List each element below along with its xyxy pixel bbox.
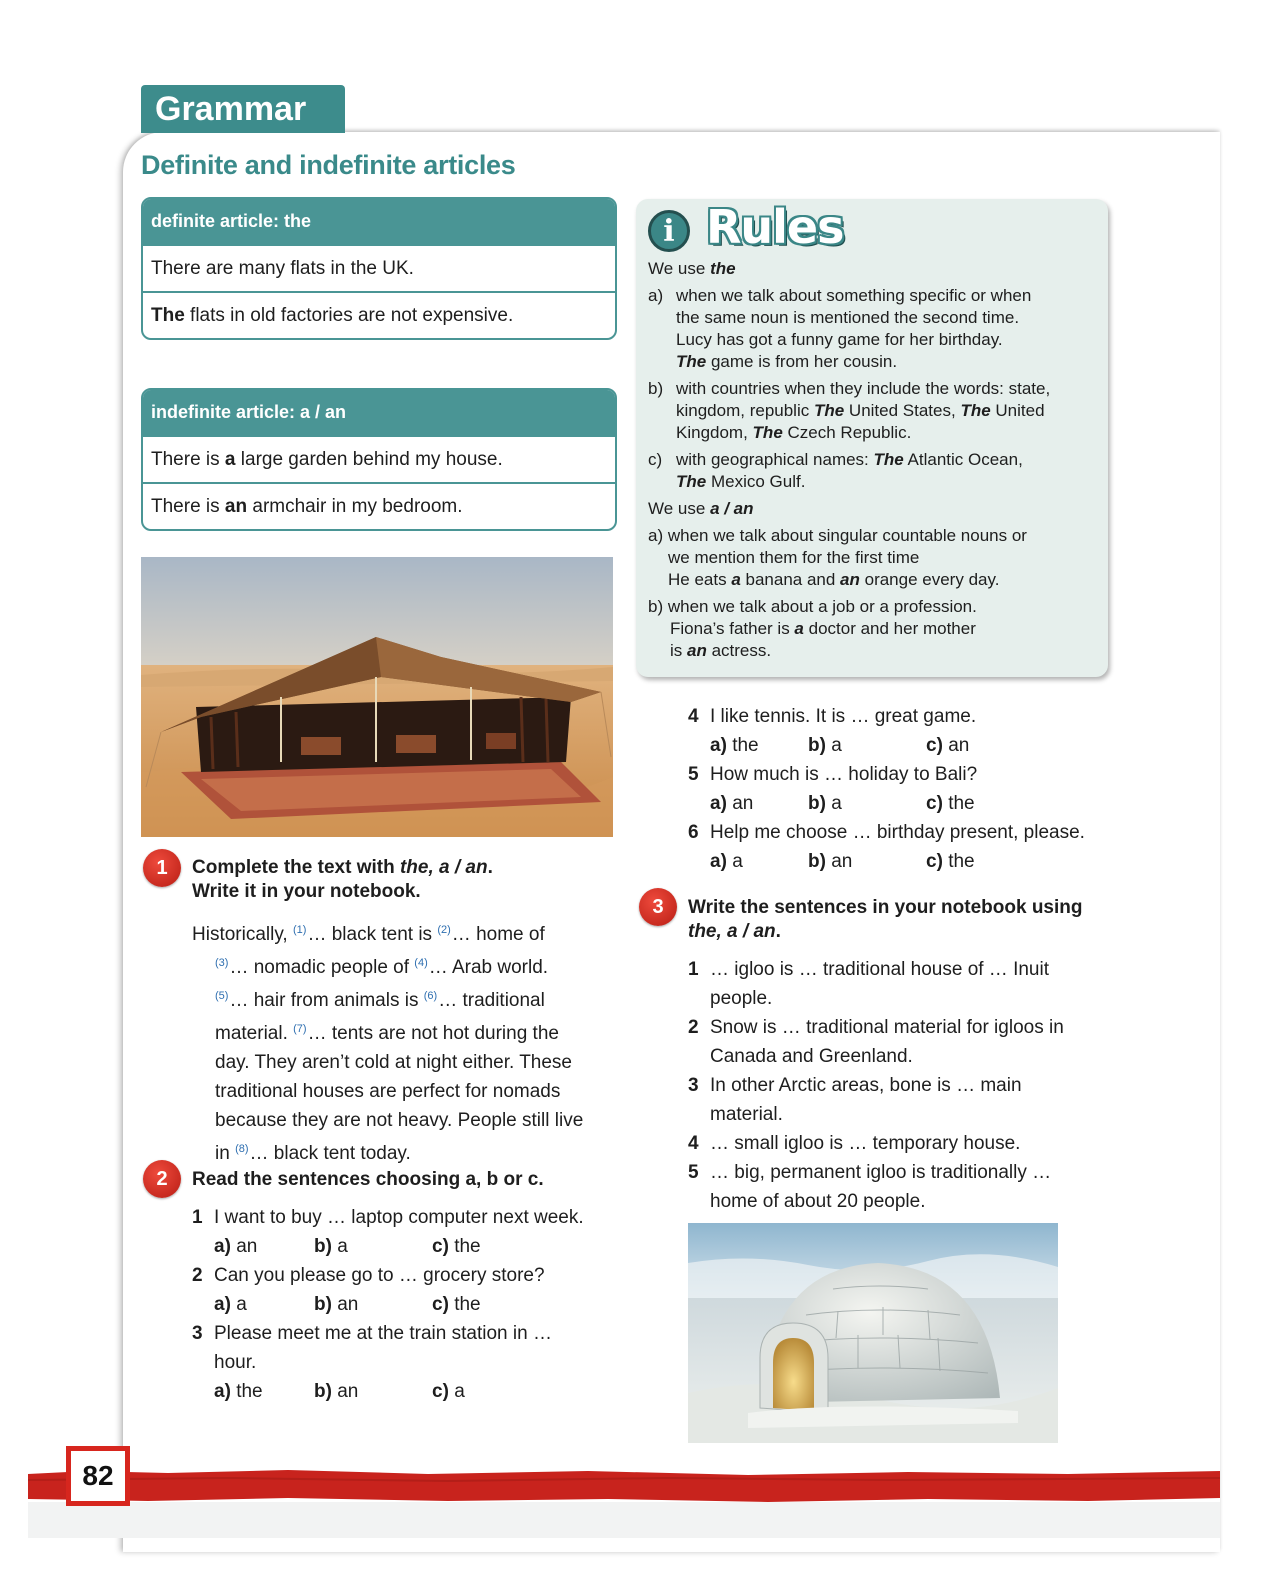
igloo-photo xyxy=(688,1223,1058,1443)
exercise-1-instruction xyxy=(192,856,493,904)
rule-line: we mention them for the first time xyxy=(668,548,920,567)
row-bold: an xyxy=(224,496,248,517)
indefinite-table-row xyxy=(143,482,615,529)
exercise-item: 3 In other Arctic areas, bone is … main xyxy=(688,1075,1022,1096)
rule-line: the same noun is mentioned the second time. xyxy=(676,308,1020,327)
exercise-item-continuation: material. xyxy=(710,1104,783,1125)
text-line: $^{(5)}$… hair from animals is $^{(6)}$… traditional xyxy=(215,990,545,1011)
rules-content xyxy=(648,258,1103,662)
row-text: There is xyxy=(151,496,225,517)
question: 4 I like tennis. It is … great game. xyxy=(688,706,977,727)
gap-number: (4) xyxy=(414,957,428,969)
question: 6 Help me choose … birthday present, please. xyxy=(688,822,1085,843)
definite-table-row xyxy=(143,244,615,291)
exercise-item-continuation: Canada and Greenland. xyxy=(710,1046,913,1067)
exercise-3-items xyxy=(688,955,1064,1216)
instruction-text: . xyxy=(487,857,493,878)
exercise-3-number: 3 xyxy=(639,888,677,926)
instruction-text: Write it in your notebook. xyxy=(192,881,421,902)
answer-options: a) an b) a c) the xyxy=(214,1236,481,1257)
answer-options: a) the b) an c) a xyxy=(214,1381,465,1402)
question: 2 Can you please go to … grocery store? xyxy=(192,1265,545,1286)
answer-options: a) a b) an c) the xyxy=(710,851,975,872)
answer-options: a) the b) a c) an xyxy=(710,735,970,756)
rule-line: The Mexico Gulf. xyxy=(676,472,806,491)
rule-line: a) when we talk about something specific or when xyxy=(648,286,1032,305)
rules-title: Rules xyxy=(706,200,844,254)
exercise-item: 1 … igloo is … traditional house of … Inuit xyxy=(688,959,1050,980)
exercise-2-instruction: Read the sentences choosing a, b or c. xyxy=(192,1169,544,1190)
question-continuation: hour. xyxy=(214,1352,257,1373)
exercise-item-continuation: home of about 20 people. xyxy=(710,1191,926,1212)
text-line: $^{(3)}$… nomadic people of $^{(4)}$… Arab world. xyxy=(215,957,549,978)
section-title: Definite and indefinite articles xyxy=(141,150,516,180)
rule-heading: We use the xyxy=(648,259,736,278)
answer-options: a) a b) an c) the xyxy=(214,1294,481,1315)
row-bold: The xyxy=(151,305,185,326)
exercise-2-number: 2 xyxy=(143,1160,181,1198)
gap-number: (2) xyxy=(437,924,451,936)
row-text: large garden behind my house. xyxy=(235,449,503,470)
exercise-item-continuation: people. xyxy=(710,988,773,1009)
rule-line: kingdom, republic The United States, The United xyxy=(676,401,1045,420)
rule-line: b) when we talk about a job or a profession. xyxy=(648,597,977,616)
exercise-2-questions-right xyxy=(688,702,1085,876)
gap-number: (5) xyxy=(215,990,229,1002)
rule-example: Lucy has got a funny game for her birthday. xyxy=(676,330,1003,349)
question: 3 Please meet me at the train station in … xyxy=(192,1323,552,1344)
footer-red-band xyxy=(28,1468,1220,1502)
exercise-1-text xyxy=(192,916,617,1168)
definite-article-table xyxy=(141,197,617,340)
rule-line: b) with countries when they include the words: state, xyxy=(648,379,1051,398)
indefinite-article-table xyxy=(141,388,617,531)
instruction-emphasis: the, a / an xyxy=(399,857,488,878)
gap-number: (7) xyxy=(293,1023,307,1035)
exercise-1-number: 1 xyxy=(143,849,181,887)
exercise-item: 4 … small igloo is … temporary house. xyxy=(688,1133,1021,1154)
exercise-2-questions-left xyxy=(192,1203,584,1406)
text-line: Historically, $^{(1)}$… black tent is $^{(2)}$… home of xyxy=(192,924,545,945)
rule-example: He eats a banana and an orange every day. xyxy=(668,570,1000,589)
gap-number: (8) xyxy=(235,1143,249,1155)
gap-number: (1) xyxy=(293,924,307,936)
rule-line: c) with geographical names: The Atlantic Ocean, xyxy=(648,450,1023,469)
instruction-text: Write the sentences in your notebook using xyxy=(688,897,1083,918)
row-text: There is xyxy=(151,449,225,470)
text-line: day. They aren’t cold at night either. These xyxy=(215,1052,573,1073)
rule-heading: We use a / an xyxy=(648,499,754,518)
grammar-tab: Grammar xyxy=(141,85,345,133)
rule-example: Fiona’s father is a doctor and her mother xyxy=(670,619,976,638)
exercise-3-instruction: Write the sentences in your notebook using the, a / an. xyxy=(688,897,1083,942)
exercise-item: 5 … big, permanent igloo is traditionally … xyxy=(688,1162,1052,1183)
row-text: armchair in my bedroom. xyxy=(247,496,463,517)
indefinite-table-row xyxy=(143,435,615,482)
text-line: traditional houses are perfect for nomads xyxy=(215,1081,561,1102)
question: 1 I want to buy … laptop computer next week. xyxy=(192,1207,584,1228)
row-bold: a xyxy=(224,449,236,470)
row-text: flats in old factories are not expensive. xyxy=(184,305,514,326)
instruction-emphasis: the, a / an xyxy=(688,921,776,942)
rule-line: Kingdom, The Czech Republic. xyxy=(676,423,912,442)
definite-table-row xyxy=(143,291,615,338)
page-number: 82 xyxy=(66,1446,130,1506)
row-text: There are many flats in the UK. xyxy=(151,258,414,279)
info-icon: i xyxy=(648,210,690,252)
text-line: because they are not heavy. People still live xyxy=(215,1110,584,1131)
text-line: material. $^{(7)}$… tents are not hot during the xyxy=(215,1023,559,1044)
gap-number: (3) xyxy=(215,957,229,969)
definite-table-heading: definite article: the xyxy=(143,199,615,244)
rule-line: a) when we talk about singular countable nouns or xyxy=(648,526,1027,545)
desert-tent-photo xyxy=(141,557,613,837)
gap-number: (6) xyxy=(423,990,438,1002)
question: 5 How much is … holiday to Bali? xyxy=(688,764,978,785)
indefinite-table-heading: indefinite article: a / an xyxy=(143,390,615,435)
instruction-text: Complete the text with xyxy=(192,857,400,878)
answer-options: a) an b) a c) the xyxy=(710,793,975,814)
text-line: in $^{(8)}$… black tent today. xyxy=(215,1143,411,1164)
exercise-item: 2 Snow is … traditional material for igloos in xyxy=(688,1017,1064,1038)
rule-example: is an actress. xyxy=(670,641,772,660)
rule-example: The game is from her cousin. xyxy=(676,352,898,371)
footer-strip xyxy=(28,1502,1220,1538)
